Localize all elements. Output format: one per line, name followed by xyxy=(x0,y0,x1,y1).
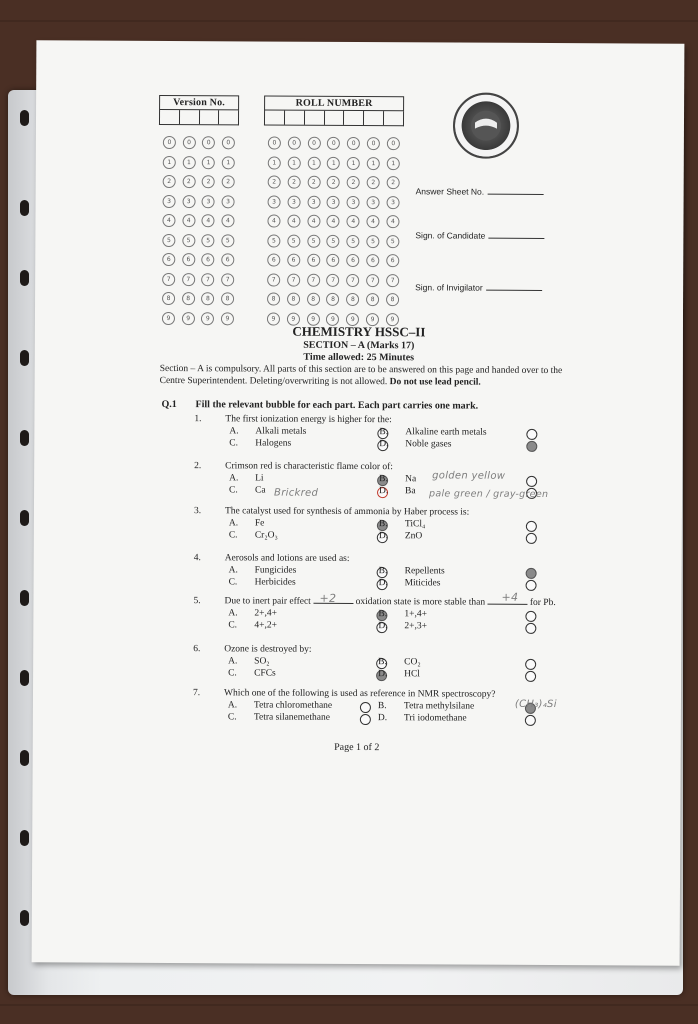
digit-bubble[interactable]: 0 xyxy=(327,137,340,150)
option-c xyxy=(228,668,276,678)
option-text: Fe xyxy=(254,518,265,529)
digit-bubble[interactable]: 8 xyxy=(327,293,340,306)
digit-bubble[interactable]: 5 xyxy=(347,235,360,248)
digit-bubble[interactable]: 9 xyxy=(326,313,339,326)
answer-bubble[interactable] xyxy=(525,671,536,682)
question-item xyxy=(194,414,624,458)
digit-bubble[interactable]: 5 xyxy=(307,234,320,247)
digit-bubble[interactable]: 8 xyxy=(307,293,320,306)
bubble-row xyxy=(263,290,403,310)
option-letter: A. xyxy=(228,656,238,667)
bubble-row xyxy=(263,212,403,232)
instructions-text: Section – A is compulsory. All parts of this section are to be answered on this page and handed over to the Centre Superintendent. Deleting/overwriting is not allowed. xyxy=(159,363,563,387)
digit-bubble[interactable]: 7 xyxy=(346,274,359,287)
digit-bubble[interactable]: 1 xyxy=(327,157,340,170)
option-b xyxy=(378,609,427,619)
digit-bubble[interactable]: 6 xyxy=(366,254,379,267)
option-letter: D. xyxy=(377,713,388,724)
option-text: Cr₂O₃ xyxy=(254,530,278,541)
answer-bubble[interactable] xyxy=(525,715,536,726)
option-b xyxy=(379,427,486,438)
digit-bubble[interactable]: 1 xyxy=(268,156,281,169)
candidate-signature[interactable] xyxy=(415,230,544,241)
digit-bubble[interactable]: 8 xyxy=(287,293,300,306)
digit-bubble[interactable]: 7 xyxy=(327,274,340,287)
option-text: 2+,3+ xyxy=(404,621,427,632)
option-b xyxy=(379,566,445,576)
digit-bubble[interactable]: 5 xyxy=(162,234,175,247)
punch-hole-icon xyxy=(20,110,29,126)
digit-bubble[interactable]: 5 xyxy=(202,234,215,247)
punch-hole-icon xyxy=(20,200,29,216)
question-item xyxy=(194,506,624,550)
digit-bubble[interactable]: 6 xyxy=(202,253,215,266)
option-letter: B. xyxy=(378,609,388,620)
option-letter: B. xyxy=(378,566,388,577)
option-text: TiCl₄ xyxy=(404,519,426,530)
time-allowed: Time allowed: 25 Minutes xyxy=(303,351,415,364)
roll-number-grid xyxy=(263,96,404,330)
digit-bubble[interactable]: 7 xyxy=(182,273,195,286)
digit-bubble[interactable]: 2 xyxy=(268,176,281,189)
roll-number-label: ROLL NUMBER xyxy=(264,96,404,112)
digit-bubble[interactable]: 7 xyxy=(366,274,379,287)
digit-bubble[interactable]: 0 xyxy=(202,136,215,149)
version-bubbles[interactable] xyxy=(158,133,239,328)
option-text: Noble gases xyxy=(405,439,452,450)
answer-bubble[interactable] xyxy=(525,623,536,634)
fill-blank[interactable] xyxy=(487,604,527,605)
digit-bubble[interactable]: 4 xyxy=(202,214,215,227)
option-c xyxy=(229,438,291,448)
option-b xyxy=(378,657,421,667)
option-letter: D. xyxy=(379,486,389,497)
digit-bubble[interactable]: 8 xyxy=(366,293,379,306)
digit-bubble[interactable]: 8 xyxy=(346,293,359,306)
page-number: Page 1 of 2 xyxy=(334,741,380,754)
option-letter: A. xyxy=(228,608,238,619)
option-letter: D. xyxy=(379,439,389,450)
answer-bubble[interactable] xyxy=(525,611,536,622)
digit-bubble[interactable]: 0 xyxy=(288,137,301,150)
digit-bubble[interactable]: 5 xyxy=(182,234,195,247)
option-text: 2+,4+ xyxy=(254,608,278,619)
digit-bubble[interactable]: 0 xyxy=(222,137,235,150)
digit-bubble[interactable]: 6 xyxy=(287,254,300,267)
digit-bubble[interactable]: 2 xyxy=(307,176,320,189)
digit-bubble[interactable]: 9 xyxy=(386,313,399,326)
digit-bubble[interactable]: 6 xyxy=(347,254,360,267)
bubble-row xyxy=(264,134,404,154)
option-a xyxy=(229,426,306,436)
digit-bubble[interactable]: 7 xyxy=(221,273,234,286)
option-d xyxy=(379,486,416,496)
question-stem-part: Due to inert pair effect xyxy=(224,596,311,607)
digit-bubble[interactable]: 5 xyxy=(267,234,280,247)
option-a xyxy=(228,700,332,711)
digit-bubble[interactable]: 9 xyxy=(287,312,300,325)
option-c xyxy=(229,485,266,495)
digit-bubble[interactable]: 9 xyxy=(221,312,234,325)
bubble-row xyxy=(264,153,404,173)
bubble-row xyxy=(263,270,403,290)
answer-bubble[interactable] xyxy=(360,714,371,725)
option-text: Repellents xyxy=(404,566,445,577)
digit-bubble[interactable]: 5 xyxy=(221,234,234,247)
option-text: Alkali metals xyxy=(255,426,307,437)
digit-bubble[interactable]: 1 xyxy=(163,156,176,169)
option-letter: B. xyxy=(377,701,387,712)
option-d xyxy=(379,531,422,541)
handwriting-pale-green: pale green / gray-green xyxy=(429,488,549,500)
answer-bubble[interactable] xyxy=(526,429,537,440)
digit-bubble[interactable]: 4 xyxy=(307,215,320,228)
question-number: Q.1 xyxy=(161,398,177,411)
question-number: 3. xyxy=(193,506,202,517)
option-text: Na xyxy=(405,474,417,485)
digit-bubble[interactable]: 1 xyxy=(387,157,400,170)
option-letter: A. xyxy=(229,426,239,437)
digit-bubble[interactable]: 6 xyxy=(327,254,340,267)
answer-bubble[interactable] xyxy=(526,533,537,544)
option-text: Ca xyxy=(255,485,266,496)
option-text: 1+,4+ xyxy=(404,609,428,620)
option-d xyxy=(378,621,427,631)
option-text: Tri iodomethane xyxy=(403,713,467,724)
digit-bubble[interactable]: 3 xyxy=(202,195,215,208)
digit-bubble[interactable]: 1 xyxy=(367,157,380,170)
option-a xyxy=(229,565,297,575)
option-c xyxy=(229,530,278,540)
digit-bubble[interactable]: 0 xyxy=(347,137,360,150)
answer-sheet-number[interactable] xyxy=(416,186,544,197)
option-text: Li xyxy=(255,473,264,484)
punch-hole-icon xyxy=(20,590,29,606)
option-text: Ba xyxy=(405,486,416,497)
question-stem: The first ionization energy is higher for the: xyxy=(225,414,392,426)
digit-bubble[interactable]: 5 xyxy=(287,234,300,247)
digit-bubble[interactable]: 1 xyxy=(307,156,320,169)
digit-bubble[interactable]: 6 xyxy=(267,254,280,267)
bubble-row xyxy=(159,133,239,153)
digit-bubble[interactable]: 2 xyxy=(202,175,215,188)
digit-bubble[interactable]: 6 xyxy=(386,254,399,267)
option-a xyxy=(229,518,265,528)
digit-bubble[interactable]: 4 xyxy=(386,215,399,228)
bubble-row xyxy=(264,192,404,212)
option-text: Alkaline earth metals xyxy=(405,427,487,438)
option-b xyxy=(379,519,425,529)
answer-bubble[interactable] xyxy=(526,521,537,532)
question-stem-part: for Pb. xyxy=(529,597,556,609)
option-letter: C. xyxy=(229,485,238,496)
digit-bubble[interactable]: 3 xyxy=(182,195,195,208)
question-number: 7. xyxy=(192,688,201,699)
answer-bubble[interactable] xyxy=(526,476,537,487)
option-text: Miticides xyxy=(404,578,441,589)
punch-hole-icon xyxy=(20,670,29,686)
paper-title: CHEMISTRY HSSC–II xyxy=(292,323,426,340)
question-number: 6. xyxy=(193,644,201,655)
digit-bubble[interactable]: 2 xyxy=(222,176,235,189)
bubble-row xyxy=(159,172,239,192)
digit-bubble[interactable]: 5 xyxy=(327,235,340,248)
option-c xyxy=(228,620,277,630)
digit-bubble[interactable]: 4 xyxy=(267,215,280,228)
option-letter: B. xyxy=(379,474,388,485)
digit-bubble[interactable]: 2 xyxy=(367,176,380,189)
option-letter: B. xyxy=(378,519,388,530)
option-d xyxy=(378,713,467,723)
answer-sheet-page xyxy=(32,40,685,965)
question-number: 2. xyxy=(194,461,202,472)
option-text: Fungicides xyxy=(254,565,297,576)
digit-bubble[interactable]: 7 xyxy=(162,273,175,286)
digit-bubble[interactable]: 2 xyxy=(182,175,195,188)
option-c xyxy=(228,712,330,723)
option-d xyxy=(378,669,420,679)
option-text: SO₂ xyxy=(254,656,270,667)
option-letter: A. xyxy=(228,565,238,576)
option-letter: C. xyxy=(228,620,238,631)
option-letter: C. xyxy=(228,668,237,679)
digit-bubble[interactable]: 8 xyxy=(201,292,214,305)
question-instruction: Fill the relevant bubble for each part. Each part carries one mark. xyxy=(195,399,479,412)
punch-hole-icon xyxy=(20,830,29,846)
digit-bubble[interactable]: 9 xyxy=(346,313,359,326)
digit-bubble[interactable]: 3 xyxy=(268,195,281,208)
digit-bubble[interactable]: 6 xyxy=(221,254,234,267)
digit-bubble[interactable]: 0 xyxy=(387,137,400,150)
digit-bubble[interactable]: 3 xyxy=(163,195,176,208)
question-item xyxy=(194,553,624,597)
digit-bubble[interactable]: 7 xyxy=(307,273,320,286)
punch-hole-icon xyxy=(20,430,29,446)
digit-bubble[interactable]: 9 xyxy=(307,312,320,325)
instructions xyxy=(160,364,580,389)
option-text: HCl xyxy=(404,669,420,680)
question-stem: Aerosols and lotions are used as: xyxy=(224,553,350,564)
digit-bubble[interactable]: 6 xyxy=(162,253,175,266)
option-letter: C. xyxy=(227,712,237,723)
digit-bubble[interactable]: 3 xyxy=(327,196,340,209)
version-number-grid xyxy=(158,95,239,328)
digit-bubble[interactable]: 3 xyxy=(287,195,300,208)
roll-bubbles[interactable] xyxy=(263,134,404,330)
answer-bubble[interactable] xyxy=(526,568,537,579)
digit-bubble[interactable]: 3 xyxy=(222,195,235,208)
digit-bubble[interactable]: 2 xyxy=(387,176,400,189)
candidate-signature-label: Sign. of Candidate xyxy=(415,230,486,241)
digit-bubble[interactable]: 2 xyxy=(287,176,300,189)
bubble-row xyxy=(159,152,239,172)
option-text: Tetra methylsilane xyxy=(403,701,475,712)
roll-number-cells[interactable] xyxy=(264,111,404,127)
invigilator-signature[interactable] xyxy=(415,282,542,293)
digit-bubble[interactable]: 5 xyxy=(386,235,399,248)
digit-bubble[interactable]: 1 xyxy=(347,157,360,170)
digit-bubble[interactable]: 1 xyxy=(288,156,301,169)
option-letter: D. xyxy=(378,531,389,542)
option-text: CO₂ xyxy=(404,657,421,668)
digit-bubble[interactable]: 8 xyxy=(267,293,280,306)
option-text: Halogens xyxy=(255,438,292,449)
handwriting-golden-yellow: golden yellow xyxy=(432,470,506,482)
board-seal-logo xyxy=(453,92,519,158)
digit-bubble[interactable]: 4 xyxy=(347,215,360,228)
option-b xyxy=(378,701,474,712)
answer-bubble[interactable] xyxy=(525,659,536,670)
digit-bubble[interactable]: 9 xyxy=(267,312,280,325)
digit-bubble[interactable]: 1 xyxy=(222,156,235,169)
option-letter: A. xyxy=(227,700,238,711)
digit-bubble[interactable]: 8 xyxy=(182,292,195,305)
option-letter: D. xyxy=(378,621,388,632)
option-letter: A. xyxy=(228,518,239,529)
option-letter: D. xyxy=(378,669,388,680)
digit-bubble[interactable]: 4 xyxy=(221,215,234,228)
option-text: 4+,2+ xyxy=(254,620,277,631)
bubble-row xyxy=(158,289,238,309)
option-letter: D. xyxy=(378,578,388,589)
digit-bubble[interactable]: 3 xyxy=(347,196,360,209)
option-letter: C. xyxy=(228,530,238,541)
question-stem: Which one of the following is used as reference in NMR spectroscopy? xyxy=(223,688,496,700)
digit-bubble[interactable]: 0 xyxy=(163,136,176,149)
digit-bubble[interactable]: 3 xyxy=(307,195,320,208)
digit-bubble[interactable]: 4 xyxy=(327,215,340,228)
question-item xyxy=(193,688,623,732)
answer-bubble[interactable] xyxy=(526,441,537,452)
option-a xyxy=(228,656,270,666)
invigilator-signature-label: Sign. of Invigilator xyxy=(415,282,483,293)
punch-hole-icon xyxy=(20,750,29,766)
digit-bubble[interactable]: 0 xyxy=(183,136,196,149)
bubble-row xyxy=(263,251,403,271)
bubble-row xyxy=(158,269,238,289)
question-stem: Ozone is destroyed by: xyxy=(224,644,312,655)
digit-bubble[interactable]: 0 xyxy=(308,137,321,150)
digit-bubble[interactable]: 1 xyxy=(202,156,215,169)
digit-bubble[interactable]: 4 xyxy=(367,215,380,228)
digit-bubble[interactable]: 7 xyxy=(201,273,214,286)
digit-bubble[interactable]: 0 xyxy=(268,137,281,150)
punch-hole-icon xyxy=(20,510,29,526)
option-letter: C. xyxy=(228,577,238,588)
punch-hole-icon xyxy=(20,270,29,286)
option-letter: B. xyxy=(379,427,389,438)
instructions-warning: Do not use lead pencil. xyxy=(389,376,481,388)
option-letter: B. xyxy=(378,657,387,668)
bubble-row xyxy=(158,230,238,250)
option-text: ZnO xyxy=(404,531,423,542)
version-cells[interactable] xyxy=(159,110,239,125)
punch-hole-icon xyxy=(20,350,29,366)
question-item xyxy=(193,644,623,688)
question-stem: The catalyst used for synthesis of ammonia by Haber process is: xyxy=(224,506,470,518)
digit-bubble[interactable]: 9 xyxy=(182,312,195,325)
handwriting-tms-formula: (CH₃)₄Si xyxy=(514,698,557,711)
option-c xyxy=(229,577,296,587)
digit-bubble[interactable]: 6 xyxy=(182,253,195,266)
question-stem: Crimson red is characteristic flame color of: xyxy=(225,461,393,473)
question-number: 1. xyxy=(194,414,202,425)
bubble-row xyxy=(158,211,238,231)
digit-bubble[interactable]: 2 xyxy=(327,176,340,189)
bubble-row xyxy=(264,173,404,193)
question-number: 5. xyxy=(193,596,201,607)
option-letter: A. xyxy=(229,473,239,484)
option-a xyxy=(228,608,277,618)
option-letter: C. xyxy=(229,438,239,449)
bubble-row xyxy=(159,191,239,211)
digit-bubble[interactable]: 9 xyxy=(201,312,214,325)
option-d xyxy=(379,578,441,588)
handwriting-plus-four: +4 xyxy=(501,590,519,604)
digit-bubble[interactable]: 1 xyxy=(182,156,195,169)
punch-hole-icon xyxy=(20,910,29,926)
digit-bubble[interactable]: 2 xyxy=(347,176,360,189)
digit-bubble[interactable]: 3 xyxy=(387,196,400,209)
option-b xyxy=(379,474,416,484)
digit-bubble[interactable]: 7 xyxy=(287,273,300,286)
digit-bubble[interactable]: 3 xyxy=(367,196,380,209)
digit-bubble[interactable]: 9 xyxy=(162,312,175,325)
handwriting-plus-two: +2 xyxy=(319,591,337,605)
option-text: Tetra chloromethane xyxy=(253,700,333,711)
digit-bubble[interactable]: 5 xyxy=(366,235,379,248)
option-text: CFCs xyxy=(254,668,276,679)
question-heading xyxy=(161,399,478,412)
section-heading: SECTION – A (Marks 17) xyxy=(303,339,415,352)
digit-bubble[interactable]: 9 xyxy=(366,313,379,326)
digit-bubble[interactable]: 7 xyxy=(386,274,399,287)
digit-bubble[interactable]: 8 xyxy=(162,292,175,305)
digit-bubble[interactable]: 2 xyxy=(163,175,176,188)
bubble-row xyxy=(158,250,238,270)
question-number: 4. xyxy=(193,553,201,564)
question-item xyxy=(194,461,624,505)
option-d xyxy=(379,439,451,449)
digit-bubble[interactable]: 7 xyxy=(267,273,280,286)
bubble-row xyxy=(263,231,403,251)
answer-sheet-label: Answer Sheet No. xyxy=(415,186,485,197)
question-stem-part: oxidation state is more stable than xyxy=(355,596,486,608)
digit-bubble[interactable]: 4 xyxy=(287,215,300,228)
question-item xyxy=(193,596,623,640)
option-text: Tetra silanemethane xyxy=(253,712,330,723)
handwriting-brick-red: Brickred xyxy=(274,487,319,499)
answer-bubble[interactable] xyxy=(526,580,537,591)
digit-bubble[interactable]: 0 xyxy=(367,137,380,150)
digit-bubble[interactable]: 8 xyxy=(221,293,234,306)
digit-bubble[interactable]: 4 xyxy=(162,214,175,227)
digit-bubble[interactable]: 6 xyxy=(307,254,320,267)
answer-bubble[interactable] xyxy=(360,702,371,713)
digit-bubble[interactable]: 4 xyxy=(182,214,195,227)
digit-bubble[interactable]: 8 xyxy=(386,293,399,306)
option-text: Herbicides xyxy=(254,577,296,588)
version-label: Version No. xyxy=(159,95,239,110)
option-a xyxy=(229,473,264,483)
